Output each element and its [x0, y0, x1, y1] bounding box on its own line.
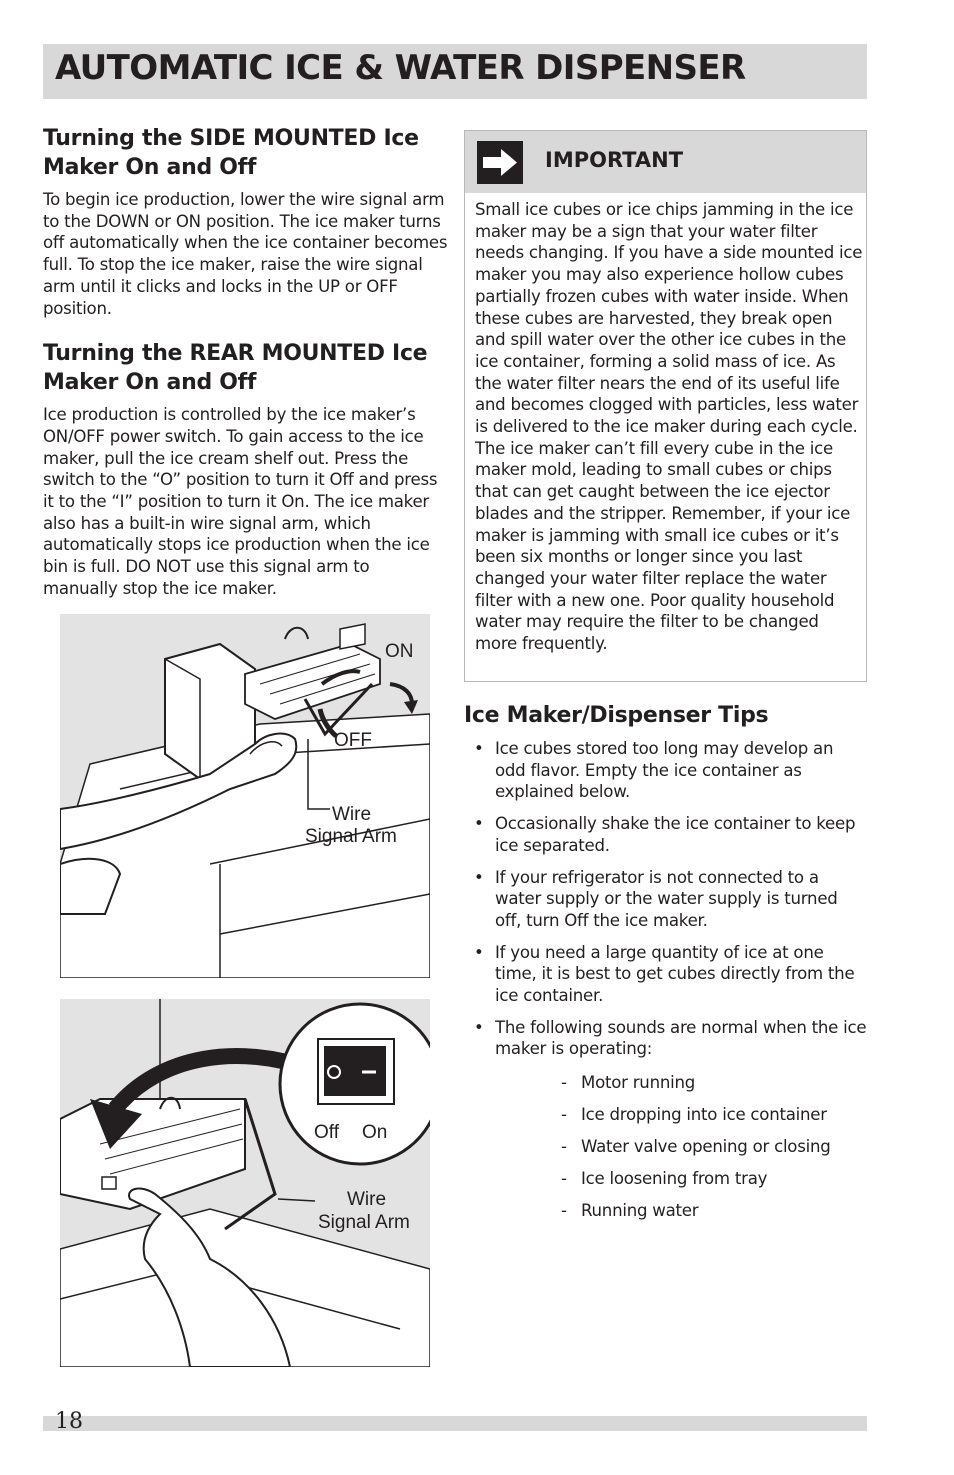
bullet: • [474, 942, 484, 962]
list-item: • Ice cubes stored too long may develop an odd flavor. Empty the ice container as explained below. [474, 739, 834, 802]
side-wire-label-line2: Signal Arm [305, 826, 397, 847]
sound-item: - Ice dropping into ice container [561, 1105, 827, 1125]
rear-mounted-heading: Turning the REAR MOUNTED Ice Maker On and Off [43, 341, 428, 396]
important-body: Small ice cubes or ice chips jamming in the ice maker may be a sign that your water filter needs changing. If you have a side mounted ice maker you may also experience hollow cubes partially frozen cubes with water inside. When these cubes are harvested, they break open and spill water over the other ice cubes in the ice container, forming a solid mass of ice. As the water filter nears the end of its useful life and becomes clogged with particles, less water is delivered to the ice maker during each cycle. The ice maker can’t fill every cube in the ice maker mold, leading to small cubes or chips that can get caught between the ice ejector blades and the stripper. Remember, if your ice maker is jamming with small ice cubes or it’s been six months or longer since you last changed your water filter replace the water filter with a new one. Poor quality household water may require the filter to be changed more frequently. [475, 200, 863, 654]
side-ice-maker-drawing [60, 614, 430, 978]
rear-mounted-illustration [60, 999, 430, 1367]
important-title: IMPORTANT [545, 148, 684, 172]
side-mounted-heading: Turning the SIDE MOUNTED Ice Maker On and Off [43, 126, 419, 180]
list-item: • If you need a large quantity of ice at one time, it is best to get cubes directly from the ice container. [474, 942, 855, 1006]
rear-on-label: On [362, 1122, 388, 1143]
side-wire-label-line1: Wire [332, 804, 372, 825]
page-title: AUTOMATIC ICE & WATER DISPENSER [55, 48, 746, 88]
bullet: • [474, 867, 484, 887]
important-notice [464, 130, 867, 682]
normal-sounds-list [495, 1072, 867, 1222]
rear-wire-label-line2: Signal Arm [318, 1212, 410, 1233]
list-item: • If your refrigerator is not connected to a water supply or the water supply is turned off, turn Off the ice maker. [474, 867, 838, 930]
arrow-right-icon [477, 141, 523, 184]
sound-item: - Motor running [561, 1073, 696, 1093]
bullet: • [474, 814, 484, 834]
rear-mounted-body: Ice production is controlled by the ice maker’s ON/OFF power switch. To gain access to the ice maker, pull the ice cream shelf out. Press the switch to the “O” position to turn it Off and press it to the “I” position to turn it On. The ice maker also has a built-in wire signal arm, which automatically stops ice production when the ice bin is full. DO NOT use this signal arm to manually stop the ice maker. [43, 405, 438, 598]
title-bar [43, 44, 867, 99]
side-off-label: OFF [334, 730, 372, 751]
side-mounted-illustration [60, 614, 430, 978]
bullet: • [474, 1017, 484, 1037]
side-mounted-section [43, 124, 448, 319]
page-number: 18 [55, 1409, 83, 1434]
list-item: • The following sounds are normal when the ice maker is operating: - Motor running - Ice dropping into ice container - Water valve opening or closing - Ice loosening from tray - Running water [474, 1017, 867, 1221]
list-item: • Occasionally shake the ice container to keep ice separated. [474, 814, 856, 855]
tips-heading: Ice Maker/Dispenser Tips [464, 703, 769, 728]
sound-item: - Running water [561, 1201, 699, 1221]
side-on-label: ON [385, 641, 414, 662]
left-column [43, 124, 448, 600]
footer-bar [43, 1416, 867, 1431]
side-mounted-body: To begin ice production, lower the wire signal arm to the DOWN or ON position. The ice maker turns off automatically when the ice container becomes full. To stop the ice maker, raise the wire signal arm until it clicks and locks in the UP or OFF position. [43, 190, 448, 318]
rear-ice-maker-drawing [60, 999, 430, 1367]
sound-item: - Ice loosening from tray [561, 1169, 768, 1189]
tips-list [464, 738, 867, 1222]
sound-item: - Water valve opening or closing [561, 1137, 831, 1157]
tips-section [464, 701, 867, 1232]
rear-off-label: Off [314, 1122, 339, 1143]
bullet: • [474, 739, 484, 758]
important-header [465, 131, 866, 193]
rear-wire-label-line1: Wire [347, 1189, 387, 1210]
rear-mounted-section [43, 339, 448, 599]
